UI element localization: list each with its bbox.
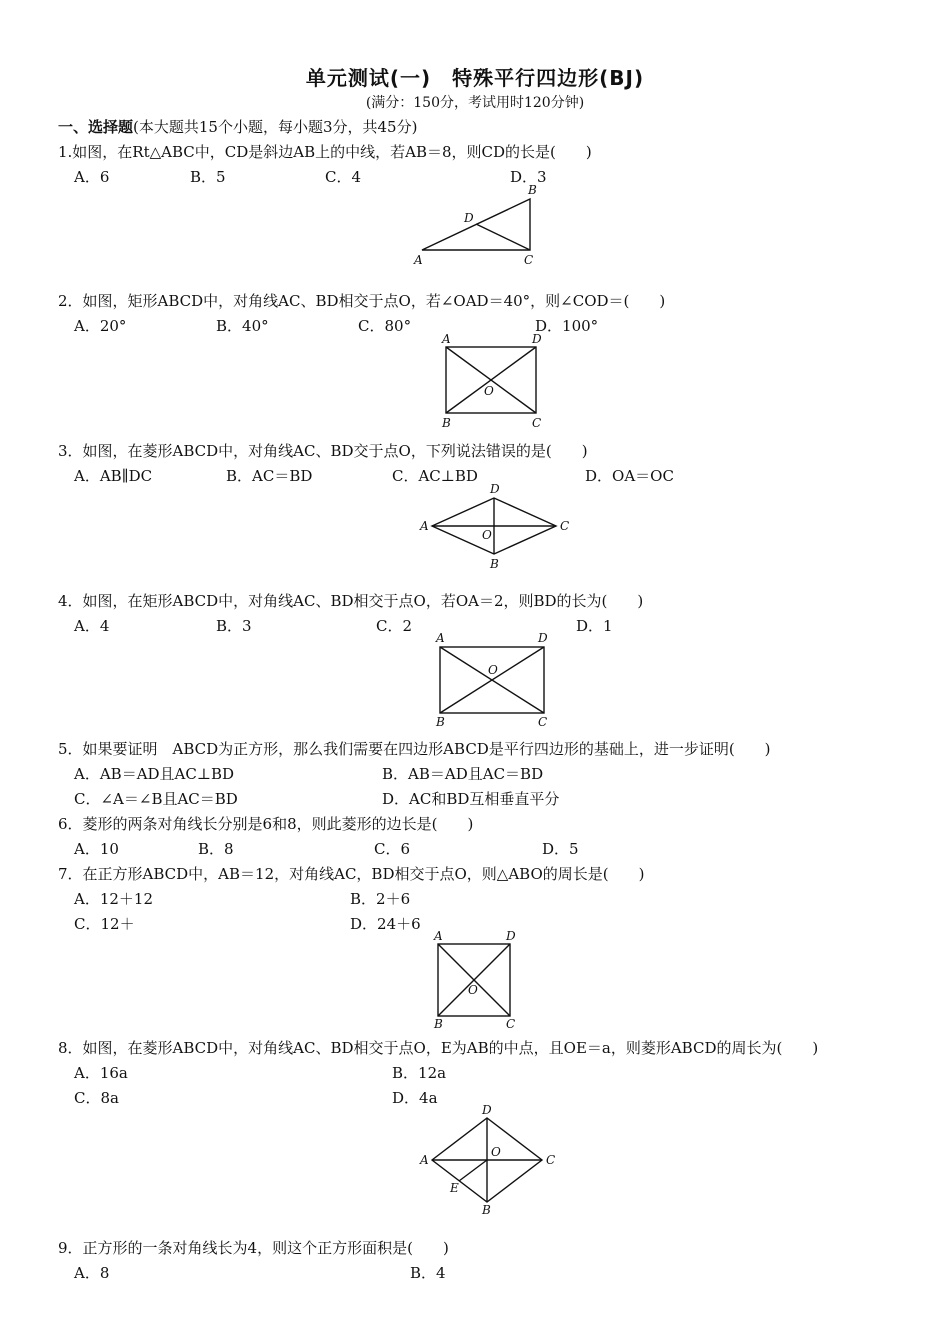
fig4-label-d: D	[538, 631, 548, 645]
fig3-label-d: D	[490, 482, 500, 496]
question-2-option-b: B．40°	[216, 317, 269, 335]
question-3-option-c: C．AC⊥BD	[392, 467, 478, 485]
question-7-stem: 7．在正方形ABCD中，AB＝12，对角线AC，BD相交于点O，则△ABO的周长是( )	[58, 865, 645, 883]
fig8-label-e: E	[450, 1181, 459, 1195]
page-subtitle: (满分：150分，考试用时120分钟)	[365, 95, 585, 111]
question-1-option-c: C．4	[325, 168, 362, 186]
question-4-option-d: D．1	[576, 617, 613, 635]
question-8-stem: 8．如图，在菱形ABCD中，对角线AC、BD相交于点O，E为AB的中点，且OE＝a，则菱形ABCD的周长为( )	[58, 1039, 819, 1057]
fig1-label-c: C	[524, 253, 534, 267]
fig3-label-o: O	[482, 528, 492, 542]
question-3-option-b: B．AC＝BD	[226, 467, 313, 485]
fig2-label-o: O	[484, 384, 494, 398]
question-9-stem: 9．正方形的一条对角线长为4，则这个正方形面积是( )	[58, 1239, 449, 1257]
figure-4-rectangle	[430, 630, 560, 734]
question-6-option-c: C．6	[374, 840, 411, 858]
question-2-option-c: C．80°	[358, 317, 412, 335]
median-cd	[476, 224, 530, 250]
figure-8-rhombus	[416, 1102, 566, 1222]
question-6-option-d: D．5	[542, 840, 579, 858]
question-3-option-d: D．OA＝OC	[585, 467, 674, 485]
fig7-label-c: C	[506, 1017, 516, 1031]
question-3-option-a: A．AB∥DC	[74, 467, 153, 485]
question-1-option-b: B．5	[190, 168, 226, 186]
question-7-option-b: B．2＋6	[350, 890, 411, 908]
fig8-label-c: C	[546, 1153, 556, 1167]
fig8-label-a: A	[420, 1153, 429, 1167]
question-5-option-b: B．AB＝AD且AC＝BD	[382, 765, 544, 783]
fig7-label-b: B	[434, 1017, 443, 1031]
question-6-option-a: A．10	[74, 840, 119, 858]
question-1-option-d: D．3	[510, 168, 547, 186]
fig3-label-a: A	[420, 519, 429, 533]
question-2-option-a: A．20°	[74, 317, 127, 335]
question-4-option-a: A．4	[74, 617, 110, 635]
question-2-stem: 2．如图，矩形ABCD中，对角线AC、BD相交于点O，若∠OAD＝40°，则∠COD＝( )	[58, 292, 666, 310]
question-6-stem: 6．菱形的两条对角线长分别是6和8，则此菱形的边长是( )	[58, 815, 474, 833]
section-heading-line	[58, 116, 417, 137]
question-5-option-a: A．AB＝AD且AC⊥BD	[74, 765, 235, 783]
question-8-option-c: C．8a	[74, 1089, 119, 1107]
fig7-label-o: O	[468, 983, 478, 997]
segment-oe	[459, 1160, 487, 1181]
fig2-label-a: A	[442, 332, 451, 346]
question-9-option-a: A．8	[74, 1264, 110, 1282]
fig4-label-o: O	[488, 663, 498, 677]
section-note: (本大题共15个小题，每小题3分，共45分)	[133, 118, 418, 136]
fig4-label-a: A	[436, 631, 445, 645]
fig2-label-c: C	[532, 416, 542, 430]
fig3-label-b: B	[490, 557, 499, 571]
figure-3-rhombus	[416, 482, 576, 576]
fig8-label-b: B	[482, 1203, 491, 1217]
question-1-option-a: A．6	[74, 168, 110, 186]
question-4-option-b: B．3	[216, 617, 252, 635]
figure-2-rectangle	[436, 332, 556, 436]
fig7-label-a: A	[434, 929, 443, 943]
fig1-label-d: D	[464, 211, 474, 225]
fig4-label-b: B	[436, 715, 445, 729]
question-1-stem: 1.如图，在Rt△ABC中，CD是斜边AB上的中线，若AB＝8，则CD的长是( )	[58, 143, 592, 161]
question-7-option-c: C．12＋	[74, 915, 135, 933]
question-5-option-c: C．∠A＝∠B且AC＝BD	[74, 790, 238, 808]
question-6-option-b: B．8	[198, 840, 234, 858]
fig7-label-d: D	[506, 929, 516, 943]
question-7-option-a: A．12＋12	[74, 890, 154, 908]
question-5-stem: 5．如果要证明 ABCD为正方形，那么我们需要在四边形ABCD是平行四边形的基础上，进一步证明( )	[58, 740, 771, 758]
question-2-option-d: D．100°	[535, 317, 599, 335]
figure-1-right-triangle	[410, 182, 550, 276]
fig8-label-o: O	[491, 1145, 501, 1159]
question-5-option-d: D．AC和BD互相垂直平分	[382, 790, 560, 808]
page-title: 单元测试(一) 特殊平行四边形(BJ)	[305, 66, 645, 90]
fig1-label-b: B	[528, 183, 537, 197]
question-7-option-d: D．24＋6	[350, 915, 421, 933]
figure-7-square	[428, 928, 528, 1036]
fig4-label-c: C	[538, 715, 548, 729]
fig2-label-b: B	[442, 416, 451, 430]
question-4-stem: 4．如图，在矩形ABCD中，对角线AC、BD相交于点O，若OA＝2，则BD的长为( )	[58, 592, 644, 610]
question-8-option-a: A．16a	[74, 1064, 128, 1082]
fig3-label-c: C	[560, 519, 570, 533]
question-8-option-d: D．4a	[392, 1089, 438, 1107]
fig2-label-d: D	[532, 332, 542, 346]
fig8-label-d: D	[482, 1103, 492, 1117]
question-4-option-c: C．2	[376, 617, 413, 635]
question-9-option-b: B．4	[410, 1264, 446, 1282]
section-heading: 一、选择题	[58, 118, 134, 136]
question-3-stem: 3．如图，在菱形ABCD中，对角线AC、BD交于点O，下列说法错误的是( )	[58, 442, 588, 460]
question-8-option-b: B．12a	[392, 1064, 447, 1082]
fig1-label-a: A	[414, 253, 423, 267]
